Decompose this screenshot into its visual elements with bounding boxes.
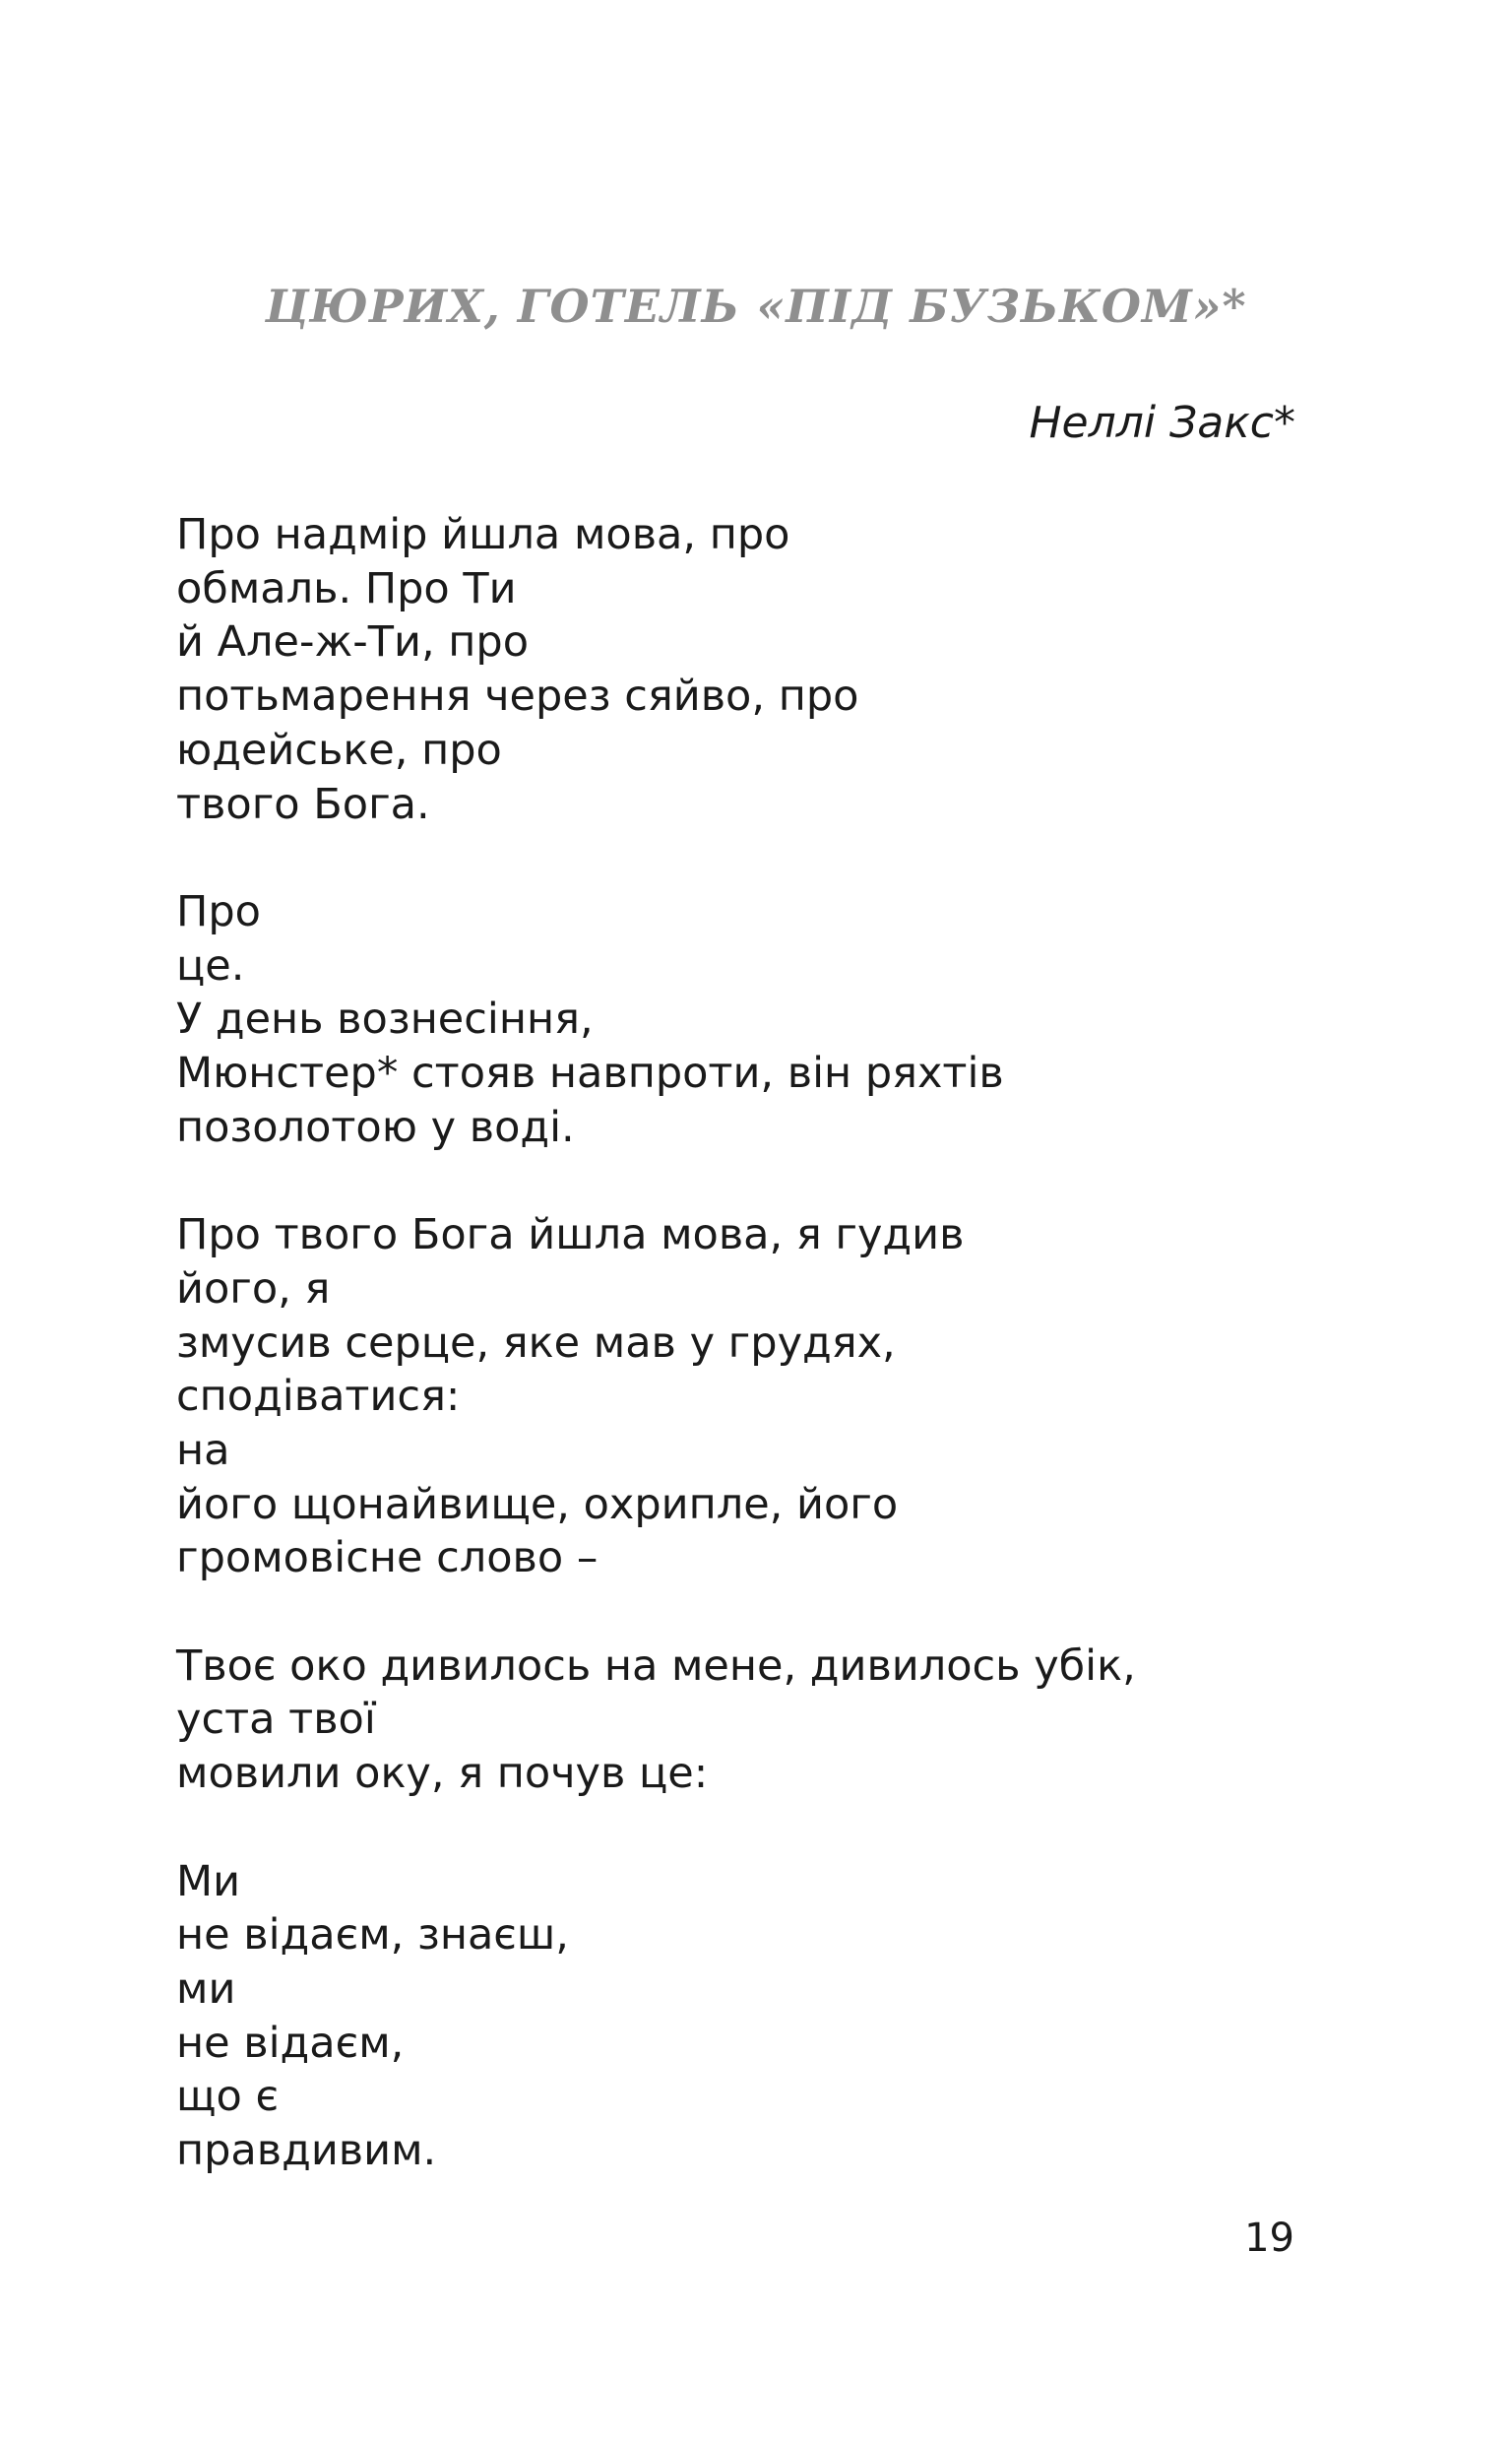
poem-line: юдейське, про xyxy=(176,725,502,775)
epigraph: Неллі Закс* xyxy=(1029,398,1295,448)
poem-line: не відаєм, знаєш, xyxy=(176,1910,569,1961)
poem-line: уста твої xyxy=(176,1695,376,1745)
stanza xyxy=(176,885,1298,1155)
poem-line: Про твого Бога йшла мова, я гудив xyxy=(176,1210,965,1260)
poem-line: Мюнстер* стояв навпроти, він ряхтів xyxy=(176,1049,1004,1099)
poem-line: це. xyxy=(176,940,245,991)
poem-title: ЦЮРИХ, ГОТЕЛЬ «ПІД БУЗЬКОМ»* xyxy=(265,280,1247,333)
poem-line: Ми xyxy=(176,1856,241,1906)
poem-line: ми xyxy=(176,1963,236,2014)
poem-line: на xyxy=(176,1425,230,1475)
stanza xyxy=(176,1208,1298,1585)
stanza xyxy=(176,1639,1298,1801)
poem-line: його, я xyxy=(176,1263,331,1314)
poem-line: У день вознесіння, xyxy=(176,995,594,1045)
poem-line: Твоє око дивилось на мене, дивилось убік, xyxy=(176,1640,1136,1691)
stanza xyxy=(176,508,1298,831)
poem-line: мовили оку, я почув це: xyxy=(176,1749,709,1799)
page-number: 19 xyxy=(1244,2216,1294,2261)
poem-line: обмаль. Про Ти xyxy=(176,563,517,613)
poem-line: громовісне слово – xyxy=(176,1533,598,1583)
poem-line: його щонайвище, охрипле, його xyxy=(176,1479,899,1529)
poem-line: й Але-ж-Ти, про xyxy=(176,617,530,668)
poem-line: позолотою у воді. xyxy=(176,1102,575,1152)
poem-line: потьмарення через сяйво, про xyxy=(176,672,859,722)
poem-line: Про xyxy=(176,886,261,936)
poem-line: що є xyxy=(176,2072,280,2122)
poem-body xyxy=(176,508,1298,2178)
poem-line: сподіватися: xyxy=(176,1372,461,1422)
poem-line: правдивим. xyxy=(176,2126,437,2176)
stanza xyxy=(176,1855,1298,2178)
poem-line: не відаєм, xyxy=(176,2018,405,2068)
poem-line: твого Бога. xyxy=(176,779,430,829)
poem-line: Про надмір йшла мова, про xyxy=(176,510,790,559)
poem-line: змусив серце, яке мав у грудях, xyxy=(176,1318,896,1368)
